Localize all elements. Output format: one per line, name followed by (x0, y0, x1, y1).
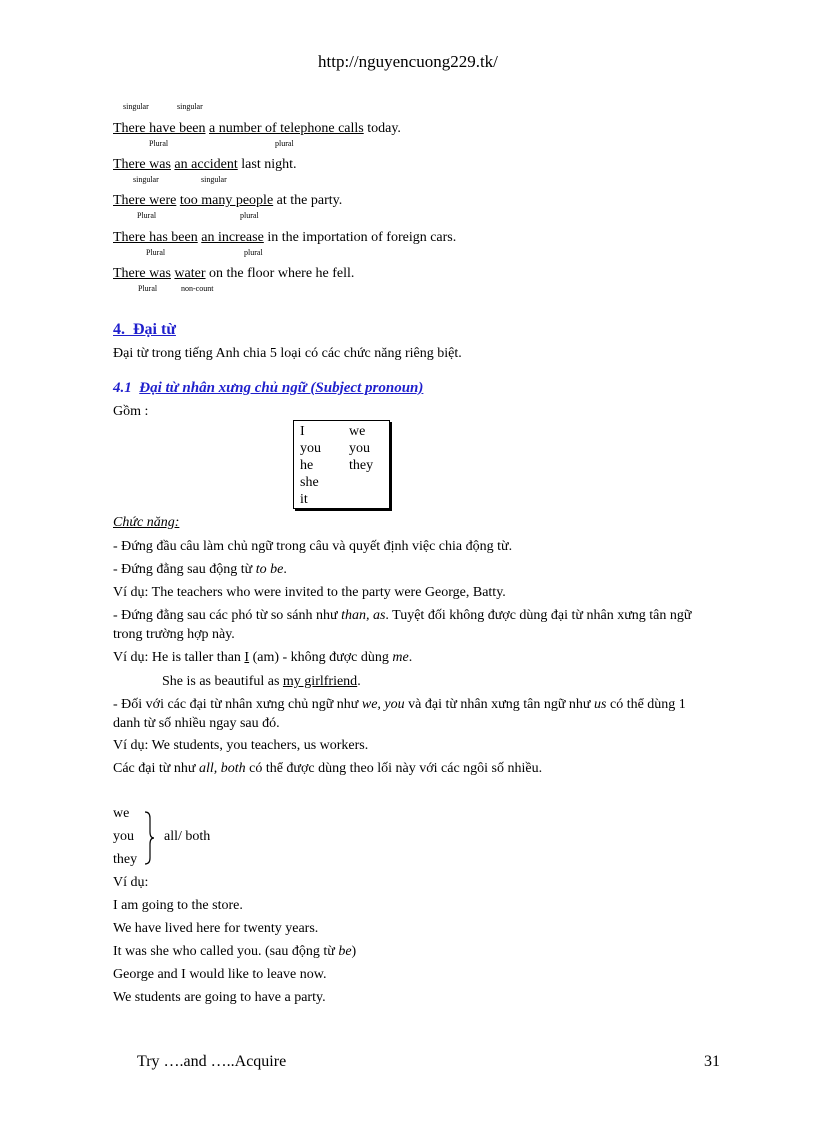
label-plural: Plural (149, 139, 169, 148)
table-cell: you (300, 441, 321, 456)
label-singular: singular (201, 175, 227, 184)
phrase-noun: a number of telephone calls (209, 121, 364, 136)
label-plural: plural (244, 248, 263, 257)
function-line: - Đứng đầu câu làm chủ ngữ trong câu và quyết định việc chia động từ. (113, 539, 513, 554)
section-intro: Đại từ trong tiếng Anh chia 5 loại có các chức năng riêng biệt. (113, 346, 462, 361)
section-heading[interactable]: 4. Đại từ (113, 321, 176, 338)
pronoun-table (293, 420, 390, 509)
example-line: Ví dụ: The teachers who were invited to the party were George, Batty. (113, 585, 506, 600)
example-sentence: There was water on the floor where he fell. (113, 266, 355, 281)
footer-motto: Try ….and …..Acquire (137, 1053, 287, 1070)
example-line: Ví dụ: He is taller than I (am) - không được dùng me. (113, 650, 413, 665)
label-singular: singular (123, 102, 149, 111)
table-cell: it (300, 492, 308, 507)
brace-item: we (113, 806, 130, 821)
brace-item: you (113, 829, 134, 844)
table-cell: they (349, 458, 374, 473)
label-non-count: non-count (181, 284, 214, 293)
label-plural: Plural (138, 284, 158, 293)
function-line: - Đứng đằng sau động từ to be. (113, 562, 287, 577)
label-plural: Plural (137, 211, 157, 220)
example-line: George and I would like to leave now. (113, 967, 327, 982)
phrase-noun: water (174, 266, 206, 281)
examples-label: Ví dụ: (113, 875, 149, 890)
label-singular: singular (177, 102, 203, 111)
function-heading: Chức năng: (113, 515, 180, 530)
phrase-there: There was (113, 266, 171, 281)
table-cell: he (300, 458, 314, 473)
phrase-noun: too many people (179, 193, 274, 208)
example-line: We have lived here for twenty years. (113, 921, 319, 936)
brace-item: they (113, 852, 138, 867)
example-line: It was she who called you. (sau động từ be) (113, 944, 357, 959)
table-cell: we (349, 424, 366, 439)
example-sentence: There has been an increase in the importation of foreign cars. (113, 230, 457, 245)
example-line: Ví dụ: We students, you teachers, us workers. (113, 738, 369, 753)
label-singular: singular (133, 175, 159, 184)
example-sentence: There have been a number of telephone calls today. (113, 121, 401, 136)
example-sentence: There was an accident last night. (113, 157, 297, 172)
function-line: - Đứng đằng sau các phó từ so sánh như than, as. Tuyệt đối không được dùng đại từ nhân xưng tân ngữ (113, 608, 692, 623)
function-line: - Đối với các đại từ nhân xưng chủ ngữ như we, you và đại từ nhân xưng tân ngữ như us có thể dùng 1 (113, 697, 686, 712)
phrase-there: There was (113, 157, 171, 172)
header-url: http://nguyencuong229.tk/ (318, 52, 498, 71)
table-cell: you (349, 441, 370, 456)
function-line: Các đại từ như all, both có thể được dùng theo lối này với các ngôi số nhiều. (113, 761, 543, 776)
curly-brace-icon (141, 810, 157, 866)
example-line: She is as beautiful as my girlfriend. (162, 674, 361, 689)
subsection-heading[interactable]: 4.1 Đại từ nhân xưng chủ ngữ (Subject pronoun) (113, 380, 424, 396)
phrase-there: There were (113, 193, 177, 208)
table-cell: she (300, 475, 319, 490)
brace-label: all/ both (164, 829, 211, 844)
label-plural: plural (275, 139, 294, 148)
label-plural: plural (240, 211, 259, 220)
phrase-noun: an increase (201, 230, 264, 245)
example-sentence: There were too many people at the party. (113, 193, 343, 208)
label-plural: Plural (146, 248, 166, 257)
example-line: I am going to the store. (113, 898, 243, 913)
table-cell: I (300, 424, 305, 439)
example-line: We students are going to have a party. (113, 990, 326, 1005)
page-number: 31 (704, 1053, 720, 1070)
function-line: trong trường hợp này. (113, 627, 235, 642)
phrase-there: There have been (113, 121, 206, 136)
phrase-there: There has been (113, 230, 198, 245)
gom-label: Gồm : (113, 404, 149, 419)
function-line: danh từ số nhiều ngay sau đó. (113, 716, 280, 731)
phrase-noun: an accident (174, 157, 238, 172)
